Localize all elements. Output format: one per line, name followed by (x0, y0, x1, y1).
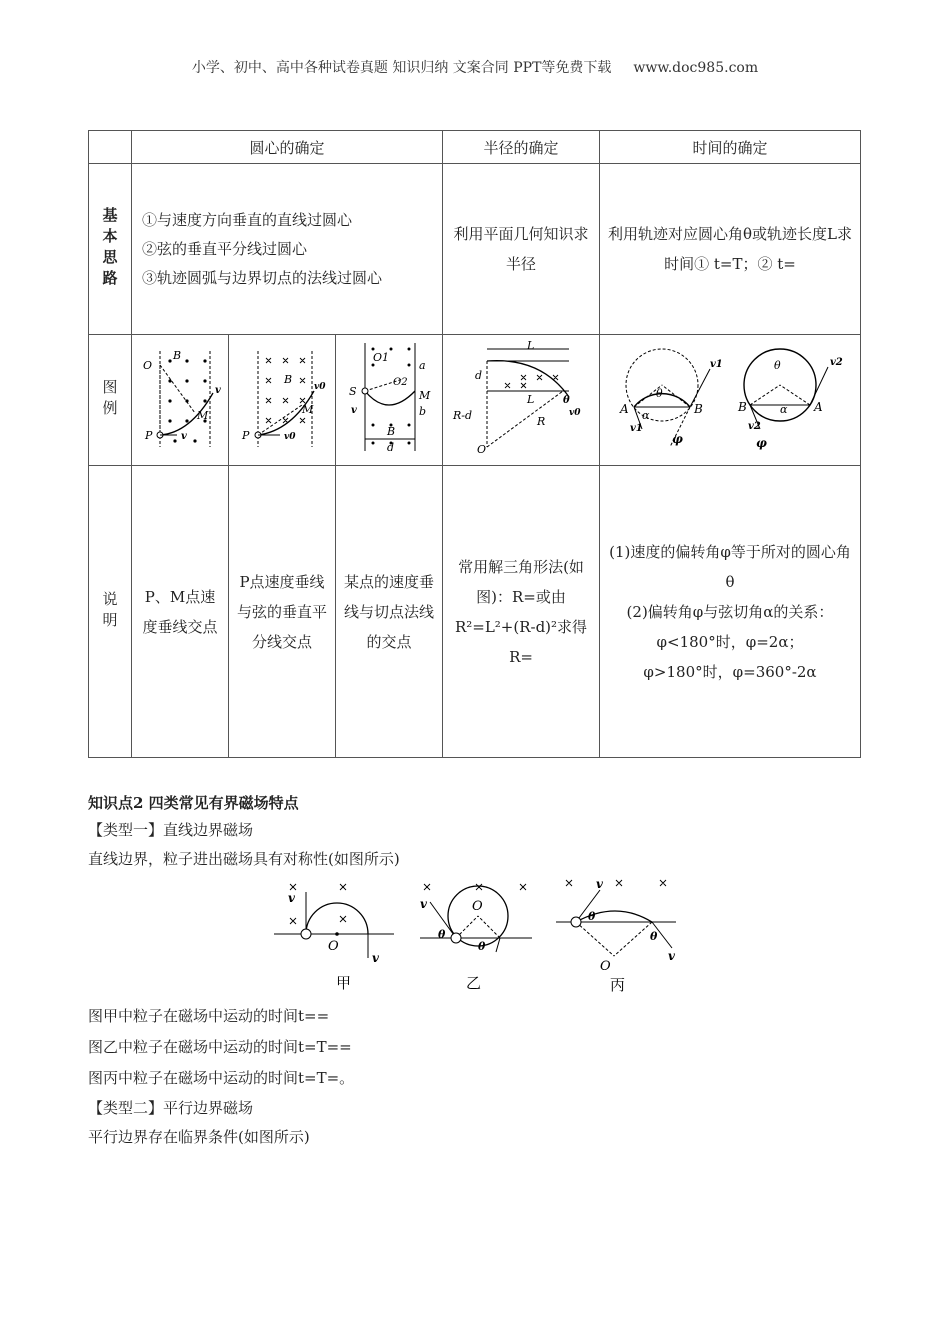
svg-text:v: v (420, 897, 427, 911)
svg-text:O: O (600, 959, 611, 974)
explain-c2: P点速度垂线与弦的垂直平分线交点 (237, 572, 328, 651)
svg-text:B: B (173, 349, 182, 362)
fig-label-yi: 乙 (466, 974, 482, 992)
svg-text:v: v (372, 951, 379, 965)
svg-text:v0: v0 (569, 408, 581, 418)
svg-text:φ: φ (756, 436, 767, 450)
summary-table (88, 130, 861, 758)
center-line-3: ③轨迹圆弧与边界切点的法线过圆心 (142, 268, 383, 287)
svg-text:d: d (475, 369, 483, 382)
diagram-center-3 (343, 339, 435, 457)
svg-text:φ: φ (672, 432, 683, 446)
fig-label-bing: 丙 (610, 976, 626, 994)
diagram-center-1 (135, 343, 225, 453)
svg-text:θ: θ (774, 359, 781, 372)
figure-row (89, 335, 861, 466)
fig-cell-radius (443, 335, 600, 466)
svg-text:b: b (419, 405, 427, 418)
svg-text:M: M (419, 389, 431, 402)
svg-text:S: S (349, 385, 357, 398)
explain-time (600, 466, 861, 758)
svg-text:v: v (668, 949, 675, 963)
fig-cell-3 (336, 335, 443, 466)
svg-text:θ: θ (588, 910, 596, 923)
svg-text:θ: θ (656, 387, 663, 400)
col-head-radius: 半径的确定 (443, 131, 600, 164)
fig-cell-time (600, 335, 861, 466)
svg-text:v2: v2 (830, 357, 843, 368)
svg-text:O1: O1 (373, 351, 390, 364)
svg-text:O: O (477, 443, 487, 456)
section-title: 知识点2 四类常见有界磁场特点 (88, 794, 299, 812)
fig-cell-1 (132, 335, 229, 466)
diagram-center-2 (236, 343, 328, 453)
svg-text:R-d: R-d (453, 409, 473, 422)
explain-time-1: (1)速度的偏转角φ等于所对的圆心角θ (609, 542, 851, 591)
center-ideas (132, 164, 443, 335)
type2-desc: 平行边界存在临界条件(如图所示) (88, 1128, 310, 1146)
diagram-radius (451, 339, 591, 457)
svg-text:B: B (387, 425, 396, 438)
svg-text:O: O (328, 939, 339, 954)
svg-text:A: A (814, 400, 823, 414)
svg-text:θ: θ (563, 395, 570, 406)
page-header (0, 57, 950, 77)
row-label-explain: 说明 (100, 590, 119, 633)
line-jia: 图甲中粒子在磁场中运动的时间t== (88, 1007, 330, 1025)
svg-text:M: M (302, 403, 314, 416)
explain-c1: P、M点速度垂线交点 (142, 587, 218, 636)
basic-row (89, 164, 861, 335)
explain-c3: 某点的速度垂线与切点法线的交点 (344, 572, 435, 651)
fig-label-jia: 甲 (336, 974, 352, 992)
svg-text:v1: v1 (710, 359, 723, 370)
svg-text:O: O (143, 359, 153, 372)
header-row (89, 131, 861, 164)
type1-desc: 直线边界，粒子进出磁场具有对称性(如图所示) (88, 850, 400, 868)
svg-text:O2: O2 (393, 377, 408, 388)
explain-time-3: φ<180°时，φ=2α； (656, 632, 804, 651)
row-label-basic: 基本思路 (100, 207, 119, 291)
time-idea: 利用轨迹对应圆心角θ或轨迹长度L求时间① t=T；② t= (608, 225, 852, 273)
explain-radius: 常用解三角形法(如图)：R=或由R²=L²+(R-d)²求得R= (454, 557, 588, 666)
svg-text:v: v (215, 385, 221, 396)
row-label-figure: 图例 (100, 379, 119, 421)
svg-text:v2: v2 (748, 421, 761, 432)
svg-text:d: d (387, 441, 395, 454)
svg-text:v: v (181, 431, 187, 442)
col-head-time: 时间的确定 (600, 131, 861, 164)
svg-text:B: B (284, 373, 293, 386)
svg-text:v1: v1 (630, 423, 643, 434)
svg-text:a: a (419, 359, 426, 372)
svg-text:P: P (145, 429, 153, 442)
line-yi: 图乙中粒子在磁场中运动的时间t=T== (88, 1038, 352, 1056)
svg-text:α: α (642, 409, 650, 422)
corner-cell (89, 131, 132, 164)
svg-text:O: O (472, 899, 483, 914)
svg-text:v: v (596, 877, 603, 891)
svg-text:L: L (527, 393, 535, 406)
boundary-diagrams (270, 872, 690, 1000)
svg-text:B: B (694, 402, 703, 416)
svg-text:R: R (537, 415, 546, 428)
svg-text:L: L (527, 339, 535, 352)
svg-text:M: M (197, 409, 209, 422)
col-head-center: 圆心的确定 (132, 131, 443, 164)
header-text: 小学、初中、高中各种试卷真题 知识归纳 文案合同 PPT等免费下载 (191, 60, 612, 76)
type2-heading: 【类型二】平行边界磁场 (88, 1099, 254, 1117)
radius-idea: 利用平面几何知识求半径 (453, 225, 589, 273)
svg-text:A: A (620, 402, 629, 416)
explain-time-2: (2)偏转角φ与弦切角α的关系： (626, 602, 834, 621)
type1-heading: 【类型一】直线边界磁场 (88, 821, 254, 839)
explain-time-4: φ>180°时，φ=360°-2α (643, 662, 817, 681)
svg-text:θ: θ (438, 928, 446, 941)
svg-text:α: α (780, 403, 788, 416)
diagram-time (610, 339, 850, 457)
center-line-2: ②弦的垂直平分线过圆心 (142, 239, 308, 258)
svg-text:B: B (738, 400, 747, 414)
svg-text:P: P (242, 429, 250, 442)
line-bing: 图丙中粒子在磁场中运动的时间t=T=。 (88, 1069, 355, 1087)
svg-text:v0: v0 (314, 382, 326, 392)
center-line-1: ①与速度方向垂直的直线过圆心 (142, 210, 353, 229)
svg-text:θ: θ (478, 940, 486, 953)
fig-cell-2 (229, 335, 336, 466)
header-url: www.doc985.com (633, 60, 759, 76)
svg-text:v: v (288, 891, 295, 905)
svg-text:θ: θ (650, 930, 658, 943)
svg-text:v0: v0 (284, 432, 296, 442)
explain-row (89, 466, 861, 758)
svg-text:v: v (351, 405, 357, 416)
